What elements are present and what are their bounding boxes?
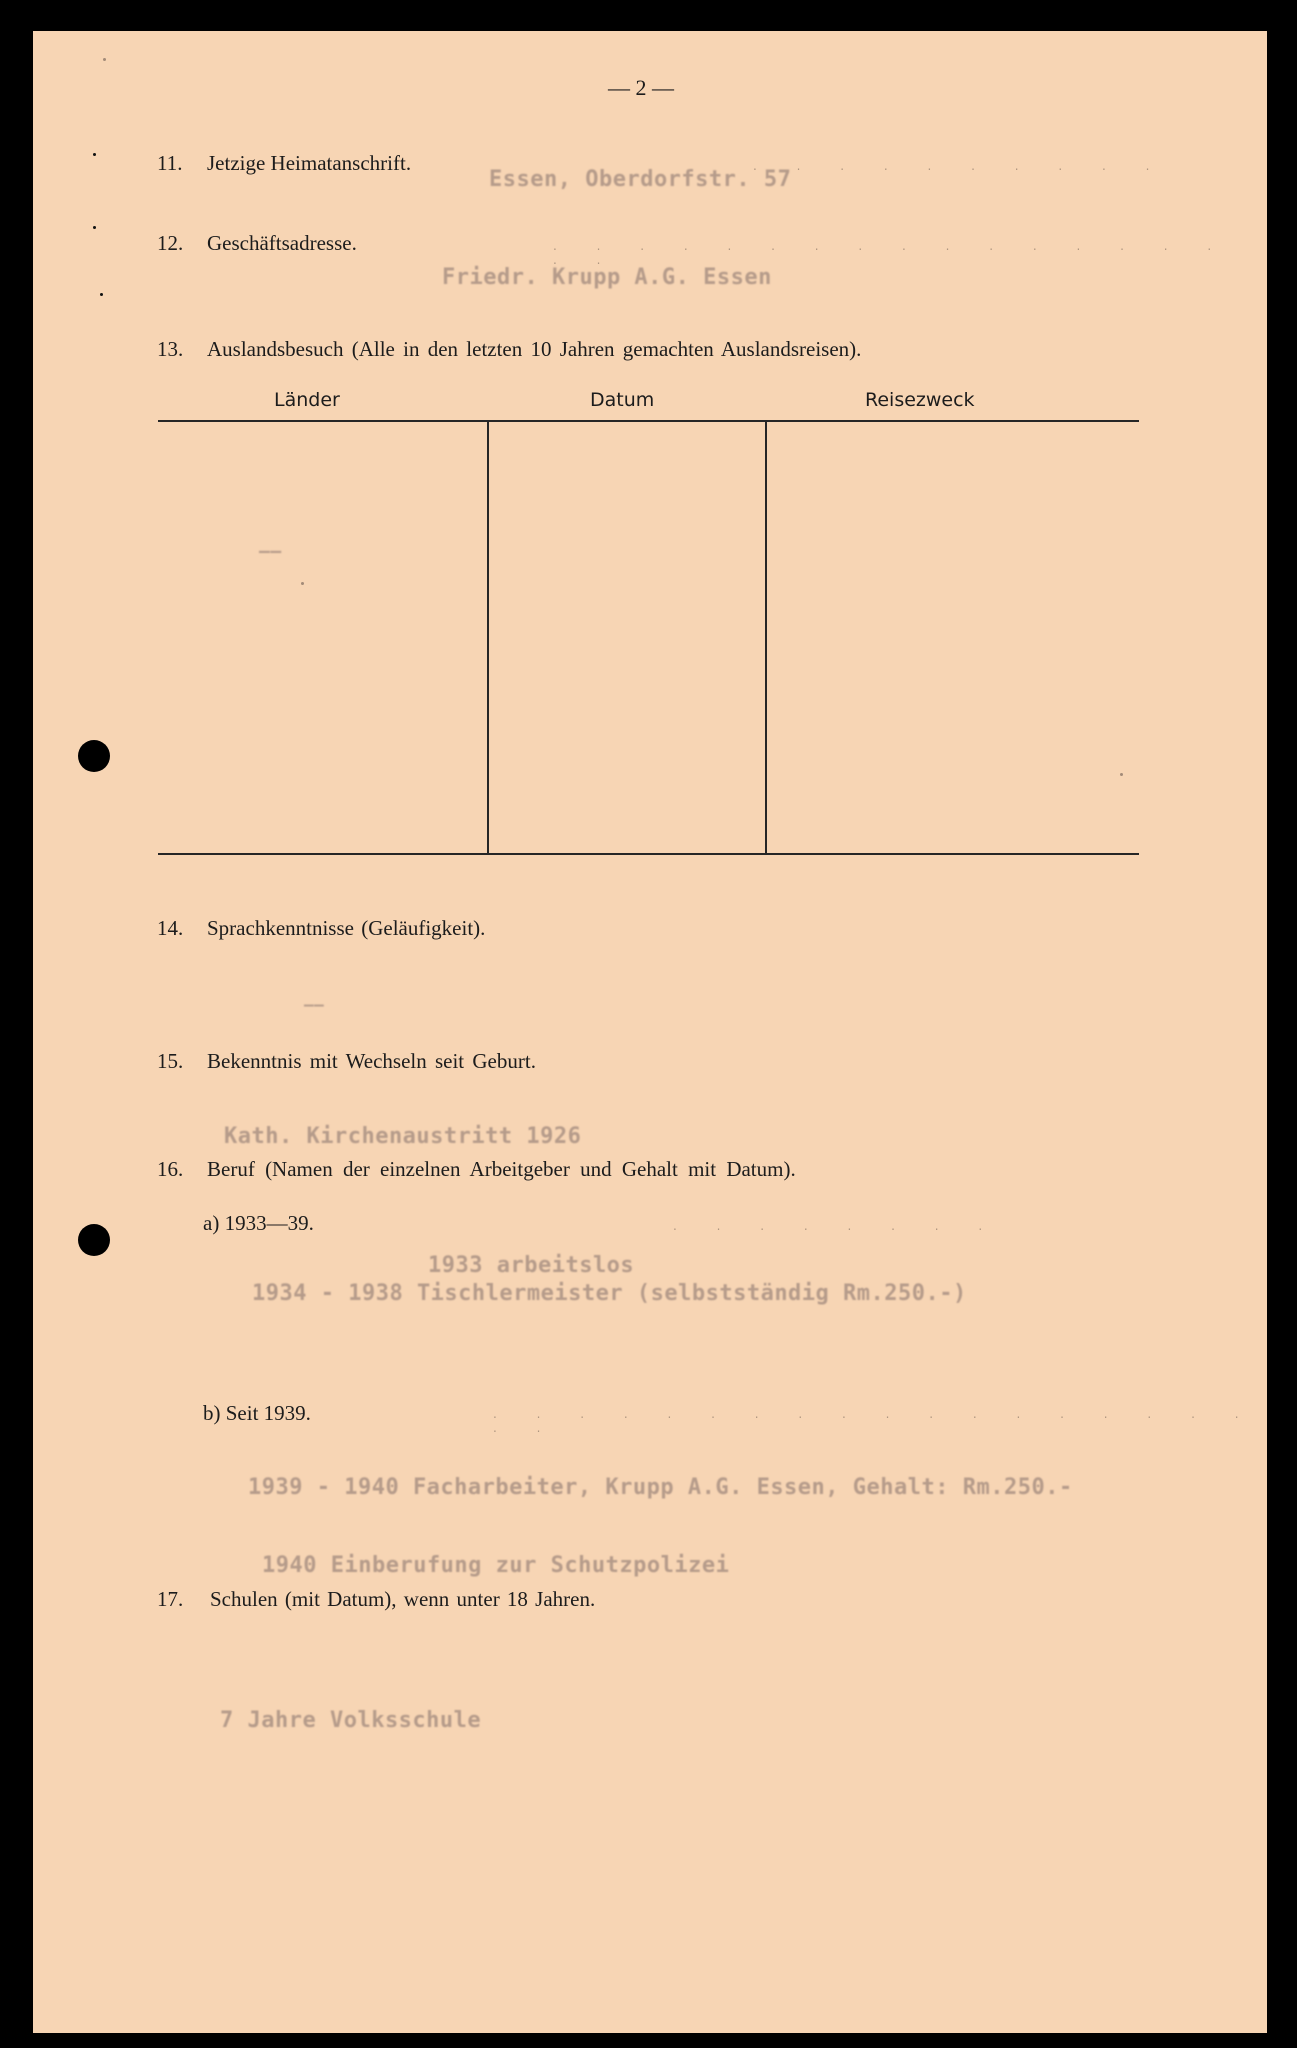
paper-speck [103,58,106,61]
dotted-guide-12: . . . . . . . . . . . . . . . . . . [553,239,1230,267]
answer-schools: 7 Jahre Volksschule [220,1708,482,1733]
margin-mark [93,153,96,156]
margin-mark [93,226,96,229]
answer-religion: Kath. Kirchenaustritt 1926 [224,1124,582,1149]
item-label-17: Schulen (mit Datum), wenn unter 18 Jahren. [210,1587,596,1611]
item-number-12: 12. [157,231,184,255]
punch-hole-top [78,740,110,772]
punch-hole-bottom [78,1224,110,1256]
item-label-12: Geschäftsadresse. [207,231,357,255]
item-label-15: Bekenntnis mit Wechseln seit Geburt. [207,1049,536,1073]
item-number-14: 14. [157,916,184,940]
table-top-rule [158,420,1139,422]
page-number: — 2 — [608,75,674,100]
dotted-guide-11: . . . . . . . . . . [753,159,1168,173]
item-number-17: 17. [157,1587,184,1611]
table-bottom-rule [158,853,1139,855]
answer-occupation-b-line2: 1940 Einberufung zur Schutzpolizei [262,1553,730,1578]
item-number-15: 15. [157,1049,184,1073]
item-label-14: Sprachkenntnisse (Geläufigkeit). [207,916,486,940]
table-column-divider-2 [765,422,767,854]
item-number-16: 16. [157,1157,184,1181]
answer-foreign-travel: —— [259,541,282,562]
item-number-11: 11. [157,151,183,175]
column-header-date: Datum [590,389,655,411]
answer-language-skills: —— [304,995,325,1014]
answer-occupation-b-line1: 1939 - 1940 Facharbeiter, Krupp A.G. Essen, Gehalt: Rm.250.- [248,1475,1073,1500]
dotted-guide-16a: . . . . . . . . [673,1219,1001,1233]
answer-occupation-a-line1: 1933 arbeitslos [428,1253,635,1278]
dotted-guide-16b: . . . . . . . . . . . . . . . . . . . . [493,1407,1257,1435]
column-header-purpose: Reisezweck [865,389,975,411]
subitem-a-label: a) 1933—39. [203,1211,314,1235]
answer-business-address: Friedr. Krupp A.G. Essen [442,265,772,290]
paper-speck [1120,773,1123,776]
table-column-divider-1 [487,422,489,854]
item-label-13: Auslandsbesuch (Alle in den letzten 10 Jahren gemachten Auslandsreisen). [207,337,862,361]
item-label-16: Beruf (Namen der einzelnen Arbeitgeber und Gehalt mit Datum). [207,1157,796,1181]
answer-occupation-a-line2: 1934 - 1938 Tischlermeister (selbstständig Rm.250.-) [252,1281,967,1306]
answer-home-address: Essen, Oberdorfstr. 57 [489,167,792,192]
item-number-13: 13. [157,337,184,361]
column-header-countries: Länder [274,389,340,411]
form-page [33,31,1267,2033]
margin-mark [100,293,103,296]
item-label-11: Jetzige Heimatanschrift. [207,151,412,175]
paper-speck [301,582,304,585]
subitem-b-label: b) Seit 1939. [203,1401,311,1425]
